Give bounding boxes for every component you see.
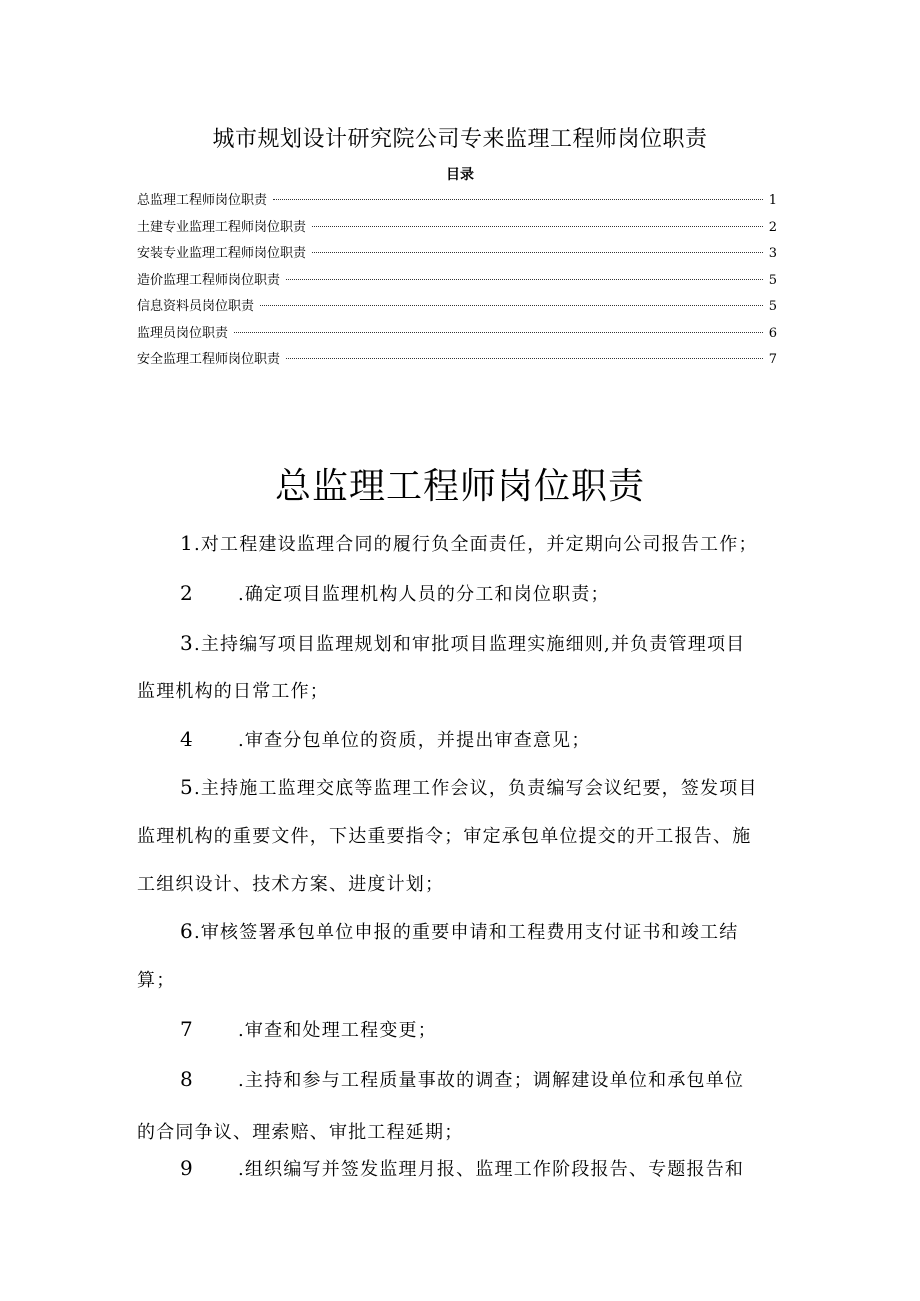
item-8-continuation: 的合同争议、理索赔、审批工程延期； — [137, 1122, 464, 1143]
toc-entry-page: 5 — [768, 299, 777, 314]
item-number: 2 — [180, 581, 194, 605]
toc-entry-label: 监理员岗位职责 — [137, 325, 229, 341]
item-number: 3 — [180, 631, 194, 655]
item-number: 4 — [180, 727, 194, 751]
document-title: 城市规划设计研究院公司专来监理工程师岗位职责 — [212, 127, 708, 152]
toc-entry-label: 安全监理工程师岗位职责 — [137, 352, 281, 367]
item-text: .审查和处理工程变更； — [238, 1020, 437, 1041]
item-8 — [180, 1066, 744, 1092]
toc-entry-page: 3 — [768, 246, 777, 261]
item-2 — [180, 580, 610, 606]
item-4 — [180, 726, 591, 752]
toc-entry[interactable] — [137, 295, 777, 322]
item-7 — [180, 1016, 437, 1042]
item-text: .对工程建设监理合同的履行负全面责任，并定期向公司报告工作； — [193, 534, 758, 555]
item-number: 7 — [180, 1017, 194, 1041]
item-number: 5 — [180, 775, 194, 799]
toc-entry[interactable] — [137, 189, 777, 216]
toc-entry-label: 造价监理工程师岗位职责 — [137, 272, 281, 288]
item-number: 9 — [180, 1156, 194, 1180]
toc-entry-page: 5 — [768, 272, 777, 288]
toc-entry-page: 7 — [768, 352, 777, 367]
item-number: 1 — [180, 531, 194, 555]
item-3-continuation: 监理机构的日常工作； — [137, 681, 329, 702]
item-text: .确定项目监理机构人员的分工和岗位职责； — [238, 584, 610, 605]
toc-entry-page: 2 — [768, 219, 777, 235]
toc-heading: 目录 — [446, 167, 474, 183]
toc-entry-page: 1 — [768, 193, 777, 208]
section-heading: 总监理工程师岗位职责 — [274, 466, 645, 507]
item-6 — [180, 918, 738, 944]
toc-entry-label: 安装专业监理工程师岗位职责 — [137, 246, 307, 261]
toc-entry-page: 6 — [768, 325, 777, 341]
toc-entry[interactable] — [137, 348, 777, 375]
item-5 — [180, 774, 758, 800]
item-text: .审查分包单位的资质，并提出审查意见； — [238, 730, 591, 751]
toc-leader-dots — [260, 305, 763, 306]
item-text: .主持和参与工程质量事故的调查；调解建设单位和承包单位 — [238, 1070, 745, 1091]
toc-leader-dots — [312, 252, 763, 253]
toc-entry[interactable] — [137, 322, 777, 349]
toc-entry[interactable] — [137, 242, 777, 269]
toc-leader-dots — [234, 332, 763, 333]
item-9 — [180, 1155, 744, 1181]
item-text: .审核签署承包单位申报的重要申请和工程费用支付证书和竣工结 — [193, 922, 739, 943]
toc-entry-label: 土建专业监理工程师岗位职责 — [137, 219, 307, 235]
item-1 — [180, 530, 758, 556]
toc-leader-dots — [286, 279, 763, 280]
toc-leader-dots — [273, 199, 763, 200]
item-5-continuation: 监理机构的重要文件，下达重要指令；审定承包单位提交的开工报告、施 — [137, 826, 752, 847]
toc-entry-label: 总监理工程师岗位职责 — [137, 193, 268, 208]
toc-entry-label: 信息资料员岗位职责 — [137, 299, 255, 314]
item-6-continuation: 算； — [137, 970, 176, 991]
toc-leader-dots — [312, 226, 763, 227]
item-text: .组织编写并签发监理月报、监理工作阶段报告、专题报告和 — [238, 1159, 745, 1180]
item-5-continuation: 工组织设计、技术方案、进度计划； — [137, 874, 445, 895]
toc-leader-dots — [286, 358, 763, 359]
item-text: .主持施工监理交底等监理工作会议，负责编写会议纪要，签发项目 — [193, 778, 758, 799]
item-3 — [180, 630, 745, 656]
toc-entry[interactable] — [137, 216, 777, 243]
toc-entry[interactable] — [137, 269, 777, 296]
item-number: 8 — [180, 1067, 194, 1091]
table-of-contents — [137, 189, 777, 375]
item-number: 6 — [180, 919, 194, 943]
item-text: .主持编写项目监理规划和审批项目监理实施细则,并负责管理项目 — [193, 634, 746, 655]
